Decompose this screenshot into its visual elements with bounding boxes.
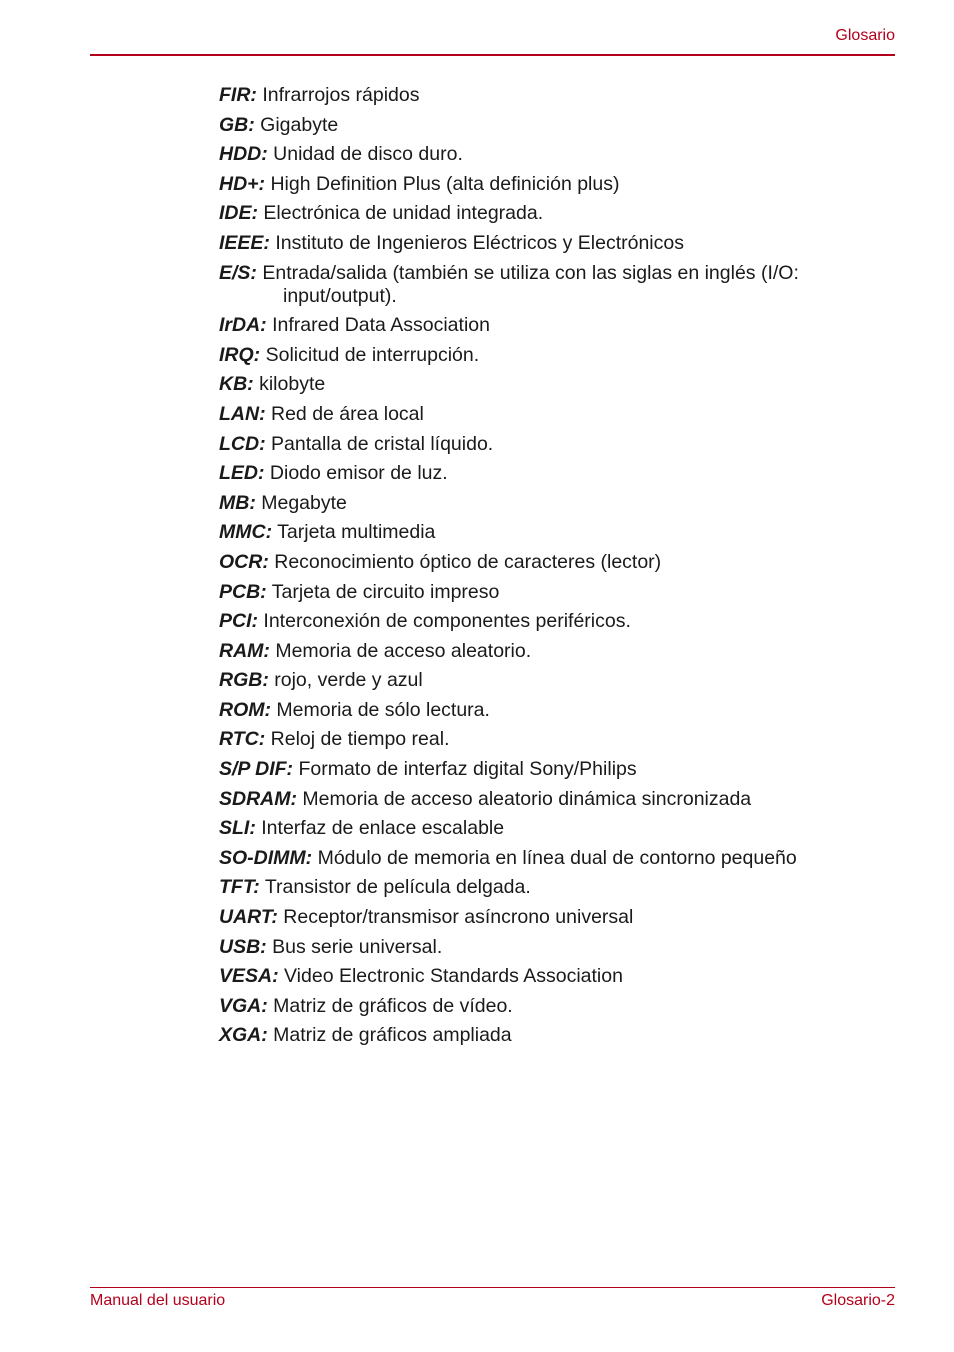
glossary-term: PCI: — [219, 610, 258, 633]
glossary-term: UART: — [219, 906, 278, 929]
glossary-entry — [219, 788, 859, 811]
footer-page-number: Glosario-2 — [821, 1292, 895, 1309]
glossary-definition: Electrónica de unidad integrada. — [263, 202, 544, 225]
glossary-entry — [219, 551, 859, 574]
glossary-entry — [219, 965, 859, 988]
glossary-term: RAM: — [219, 639, 270, 662]
footer-manual-title: Manual del usuario — [90, 1292, 226, 1309]
glossary-definition: Pantalla de cristal líquido. — [271, 432, 494, 455]
glossary-term: VESA: — [219, 965, 279, 988]
glossary-entry — [219, 344, 859, 367]
glossary-definition: kilobyte — [259, 373, 326, 396]
glossary-entry — [219, 728, 859, 751]
glossary-entry — [219, 84, 859, 107]
glossary-term: USB: — [219, 935, 267, 958]
glossary-term: FIR: — [219, 84, 257, 106]
glossary-definition: Bus serie universal. — [272, 935, 443, 958]
glossary-entry — [219, 817, 859, 840]
glossary-definition: Matriz de gráficos ampliada — [273, 1024, 512, 1047]
glossary-term: IrDA: — [219, 314, 267, 337]
glossary-definition: Interconexión de componentes periféricos. — [263, 610, 631, 633]
glossary-term: GB: — [219, 113, 255, 136]
glossary-list — [219, 84, 859, 1054]
glossary-term: OCR: — [219, 550, 269, 573]
glossary-entry — [219, 669, 859, 692]
glossary-entry — [219, 403, 859, 426]
glossary-entry — [219, 232, 859, 255]
glossary-definition: Red de área local — [271, 402, 424, 425]
glossary-entry — [219, 462, 859, 485]
glossary-entry — [219, 262, 859, 308]
glossary-definition: Diodo emisor de luz. — [269, 462, 448, 485]
glossary-definition: Instituto de Ingenieros Eléctricos y Electrónicos — [275, 231, 684, 254]
glossary-term: RGB: — [219, 669, 269, 692]
glossary-definition: Memoria de acceso aleatorio dinámica sincronizada — [302, 787, 752, 810]
page-header-title: Glosario — [835, 27, 895, 44]
glossary-entry — [219, 847, 859, 870]
glossary-entry — [219, 492, 859, 515]
glossary-definition: Reloj de tiempo real. — [270, 728, 450, 751]
glossary-term: SO-DIMM: — [219, 846, 313, 869]
glossary-definition: Memoria de sólo lectura. — [276, 698, 490, 721]
glossary-entry — [219, 581, 859, 604]
glossary-entry — [219, 314, 859, 337]
glossary-definition: Infrared Data Association — [272, 314, 490, 337]
glossary-entry — [219, 373, 859, 396]
glossary-term: IDE: — [219, 202, 258, 225]
glossary-term: SLI: — [219, 817, 256, 840]
footer-divider — [90, 1287, 895, 1288]
glossary-entry — [219, 906, 859, 929]
glossary-definition: Transistor de película delgada. — [264, 876, 531, 899]
glossary-term: RTC: — [219, 728, 266, 751]
glossary-definition: Infrarrojos rápidos — [262, 84, 420, 106]
glossary-term: MB: — [219, 491, 256, 514]
glossary-definition: Tarjeta de circuito impreso — [271, 580, 500, 603]
glossary-term: LAN: — [219, 402, 266, 425]
glossary-definition: rojo, verde y azul — [274, 669, 423, 692]
glossary-definition: High Definition Plus (alta definición plus) — [270, 172, 620, 195]
glossary-entry — [219, 640, 859, 663]
glossary-entry — [219, 1024, 859, 1047]
glossary-term: MMC: — [219, 521, 273, 544]
glossary-entry — [219, 114, 859, 137]
glossary-definition: Interfaz de enlace escalable — [261, 817, 505, 840]
glossary-entry — [219, 143, 859, 166]
glossary-definition: Gigabyte — [260, 113, 339, 136]
glossary-entry — [219, 173, 859, 196]
glossary-definition: Entrada/salida (también se utiliza con las siglas en inglés (I/O: input/output). — [262, 261, 799, 307]
glossary-term: XGA: — [219, 1024, 268, 1047]
glossary-definition: Formato de interfaz digital Sony/Philips — [298, 758, 637, 781]
glossary-term: KB: — [219, 373, 254, 396]
glossary-term: LCD: — [219, 432, 266, 455]
glossary-definition: Reconocimiento óptico de caracteres (lector) — [274, 550, 662, 573]
glossary-term: IEEE: — [219, 231, 270, 254]
glossary-entry — [219, 433, 859, 456]
glossary-definition: Megabyte — [261, 491, 347, 514]
glossary-definition: Solicitud de interrupción. — [265, 343, 480, 366]
glossary-term: SDRAM: — [219, 787, 297, 810]
glossary-term: PCB: — [219, 580, 267, 603]
glossary-entry — [219, 610, 859, 633]
glossary-term: E/S: — [219, 261, 257, 284]
glossary-term: LED: — [219, 462, 265, 485]
glossary-entry — [219, 995, 859, 1018]
glossary-entry — [219, 521, 859, 544]
glossary-entry — [219, 202, 859, 225]
glossary-definition: Video Electronic Standards Association — [284, 965, 623, 988]
glossary-definition: Receptor/transmisor asíncrono universal — [283, 906, 634, 929]
header-divider — [90, 54, 895, 56]
glossary-term: VGA: — [219, 994, 268, 1017]
glossary-entry — [219, 699, 859, 722]
glossary-term: HDD: — [219, 143, 268, 166]
glossary-term: ROM: — [219, 698, 271, 721]
glossary-definition: Memoria de acceso aleatorio. — [275, 639, 532, 662]
glossary-term: IRQ: — [219, 343, 261, 366]
glossary-definition: Matriz de gráficos de vídeo. — [273, 994, 513, 1017]
glossary-term: HD+: — [219, 172, 266, 195]
glossary-entry — [219, 936, 859, 959]
glossary-entry — [219, 876, 859, 899]
glossary-term: TFT: — [219, 876, 260, 899]
glossary-term: S/P DIF: — [219, 758, 294, 781]
glossary-definition: Tarjeta multimedia — [277, 521, 436, 544]
glossary-definition: Unidad de disco duro. — [273, 143, 463, 166]
glossary-entry — [219, 758, 859, 781]
glossary-definition: Módulo de memoria en línea dual de contorno pequeño — [317, 846, 797, 869]
